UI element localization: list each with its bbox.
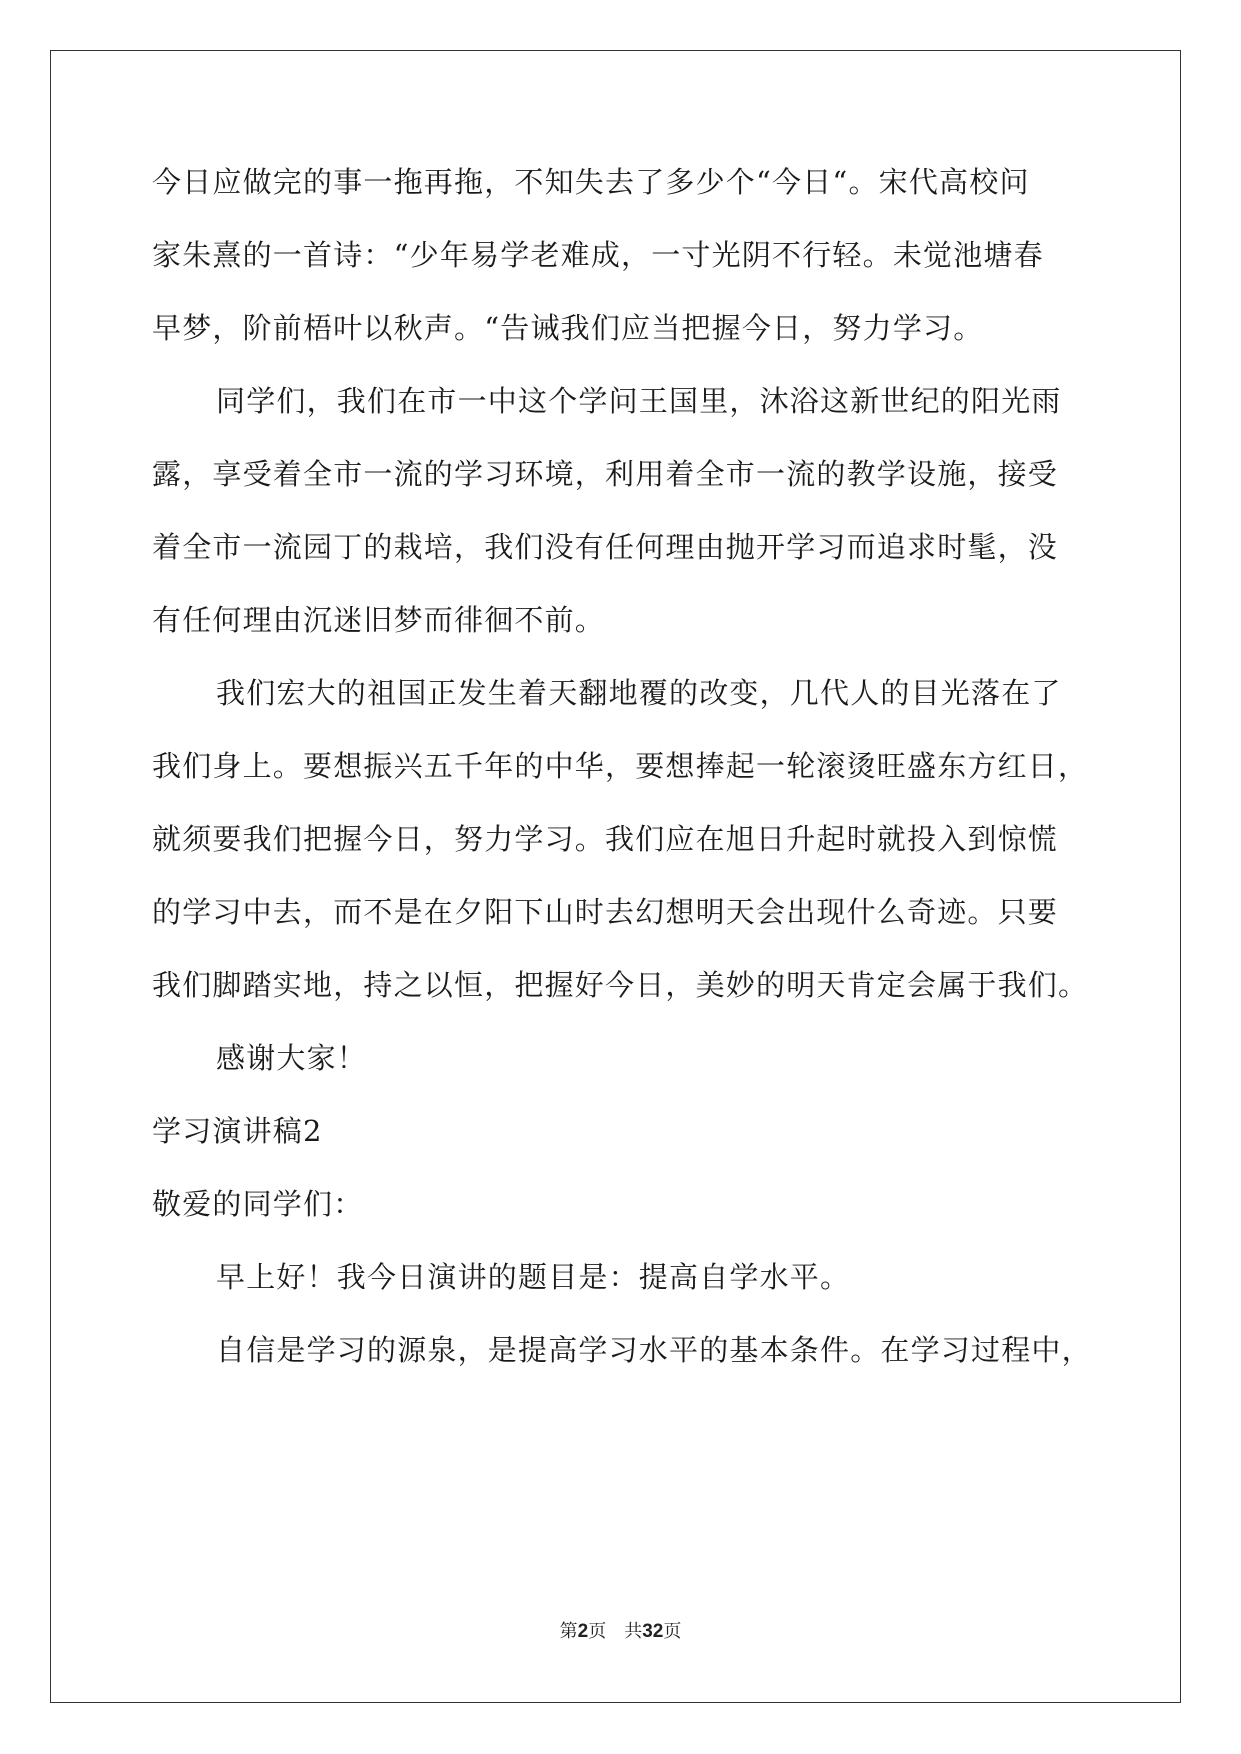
text-line: 就须要我们把握今日，努力学习。我们应在旭日升起时就投入到惊慌 bbox=[152, 822, 1059, 856]
page-suffix: 页 bbox=[588, 1621, 607, 1642]
text-line: 我们脚踏实地，持之以恒，把握好今日，美妙的明天肯定会属于我们。 bbox=[152, 968, 1089, 1002]
text-line: 露，享受着全市一流的学习环境，利用着全市一流的教学设施，接受 bbox=[152, 457, 1059, 491]
text-line: 的学习中去，而不是在夕阳下山时去幻想明天会出现什么奇迹。只要 bbox=[152, 895, 1059, 929]
page-footer bbox=[0, 1620, 1241, 1644]
total-prefix: 共 bbox=[624, 1621, 643, 1642]
total-suffix: 页 bbox=[663, 1621, 682, 1642]
text-line: 着全市一流园丁的栽培，我们没有任何理由抛开学习而追求时髦，没 bbox=[152, 530, 1059, 564]
text-line: 有任何理由沉迷旧梦而徘徊不前。 bbox=[152, 603, 606, 637]
text-line: 我们宏大的祖国正发生着天翻地覆的改变，几代人的目光落在了 bbox=[216, 676, 1062, 710]
total-pages: 32 bbox=[642, 1621, 664, 1642]
page-border bbox=[50, 50, 1181, 1703]
text-line: 早梦，阶前梧叶以秋声。“告诫我们应当把握今日，努力学习。 bbox=[152, 311, 984, 345]
section-heading: 学习演讲稿2 bbox=[152, 1114, 323, 1148]
text-line: 同学们，我们在市一中这个学问王国里，沐浴这新世纪的阳光雨 bbox=[216, 384, 1062, 418]
text-line: 自信是学习的源泉，是提高学习水平的基本条件。在学习过程中， bbox=[216, 1333, 1092, 1367]
text-line: 今日应做完的事一拖再拖，不知失去了多少个“今日“。宋代高校问 bbox=[152, 165, 1030, 199]
page-number: 2 bbox=[577, 1621, 589, 1642]
text-line: 早上好！我今日演讲的题目是：提高自学水平。 bbox=[216, 1260, 851, 1294]
page-prefix: 第 bbox=[559, 1621, 578, 1642]
text-line: 感谢大家！ bbox=[216, 1041, 368, 1075]
text-line: 家朱熹的一首诗：“少年易学老难成，一寸光阴不行轻。未觉池塘春 bbox=[152, 238, 1044, 272]
text-line: 我们身上。要想振兴五千年的中华，要想捧起一轮滚烫旺盛东方红日， bbox=[152, 749, 1089, 783]
salutation: 敬爱的同学们： bbox=[152, 1187, 364, 1221]
